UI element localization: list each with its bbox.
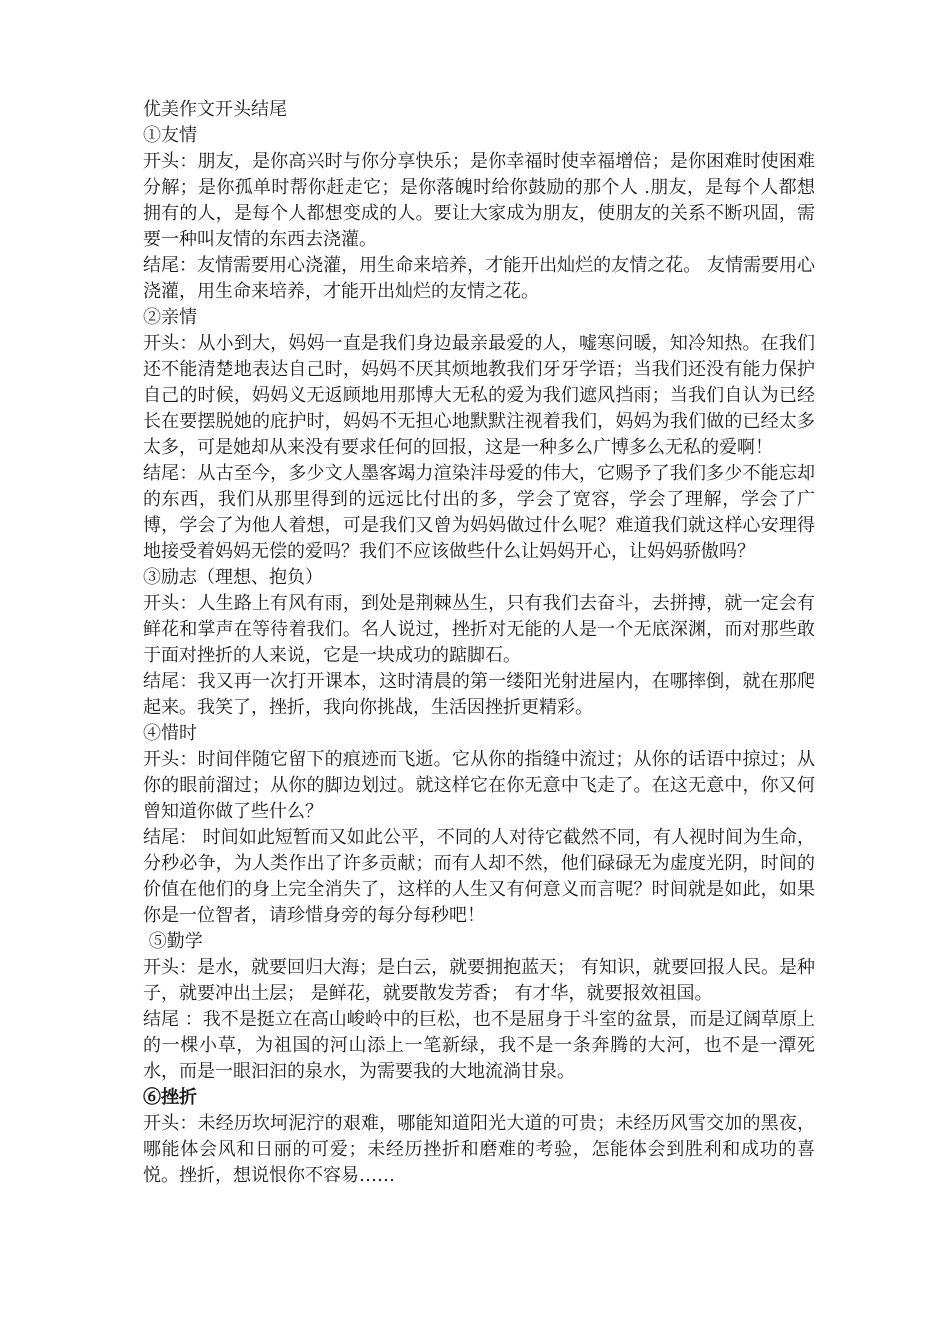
section-ending: 结尾：友情需要用心浇灌，用生命来培养，才能开出灿烂的友情之花。 友情需要用心浇灌，用生命来培养，才能开出灿烂的友情之花。 (143, 255, 815, 302)
section-opening: 开头：是水，就要回归大海；是白云，就要拥抱蓝天； 有知识，就要回报人民。是种子，就要冲出土层； 是鲜花，就要散发芳香； 有才华，就要报效祖国。 (143, 957, 815, 1004)
section-diligence (143, 929, 815, 1085)
section-opening: 开头：人生路上有风有雨，到处是荆棘丛生，只有我们去奋斗，去拼搏，就一定会有鲜花和掌声在等待着我们。名人说过，挫折对无能的人是一个无底深渊，而对那些敢于面对挫折的人来说，它是一块成功的踮脚石。 (143, 593, 815, 666)
section-heading: ①友情 (143, 125, 197, 146)
section-opening: 开头：朋友，是你高兴时与你分享快乐；是你幸福时使幸福增倍；是你困难时使困难分解；是你孤单时帮你赶走它；是你落魄时给你鼓励的那个人 .朋友，是每个人都想拥有的人，是每个人都想变成的人。要让大家成为朋友，使朋友的关系不断巩固，需要一种叫友情的东西去浇灌。 (143, 151, 815, 250)
section-opening: 开头：从小到大，妈妈一直是我们身边最亲最爱的人，嘘寒问暖，知冷知热。在我们还不能清楚地表达自己时，妈妈不厌其烦地教我们牙牙学语；当我们还没有能力保护自己的时候，妈妈义无返顾地用那博大无私的爱为我们遮风挡雨；当我们自认为已经长在要摆脱她的庇护时，妈妈不无担心地默默注视着我们，妈妈为我们做的已经太多太多，可是她却从来没有要求任何的回报，这是一种多么广博多么无私的爱啊！ (143, 333, 815, 458)
section-heading: ②亲情 (143, 307, 197, 328)
section-ending: 结尾 ：我不是挺立在高山峻岭中的巨松，也不是屈身于斗室的盆景，而是辽阔草原上的一棵小草，为祖国的河山添上一笔新绿，我不是一条奔腾的大河，也不是一潭死水，而是一眼汩汩的泉水，为需要我的大地流淌甘泉。 (143, 1009, 815, 1082)
section-friendship (143, 123, 815, 305)
document-page (143, 97, 815, 1189)
section-heading: ⑥挫折 (143, 1087, 197, 1108)
section-opening: 开头：时间伴随它留下的痕迹而飞逝。它从你的指缝中流过；从你的话语中掠过；从你的眼前溜过；从你的脚边划过。就这样它在你无意中飞走了。在这无意中，你又何曾知道你做了些什么？ (143, 749, 815, 822)
section-ending: 结尾： 时间如此短暂而又如此公平，不同的人对待它截然不同，有人视时间为生命，分秒必争，为人类作出了许多贡献；而有人却不然，他们碌碌无为虚度光阴，时间的价值在他们的身上完全消失了，这样的人生又有何意义而言呢？时间就是如此，如果你是一位智者，请珍惜身旁的每分每秒吧！ (143, 827, 815, 926)
section-ending: 结尾：从古至今，多少文人墨客竭力渲染沣母爱的伟大，它赐予了我们多少不能忘却的东西，我们从那里得到的远远比付出的多，学会了宽容，学会了理解，学会了广博，学会了为他人着想，可是我们又曾为妈妈做过什么呢？难道我们就这样心安理得地接受着妈妈无偿的爱吗？我们不应该做些什么让妈妈开心，让妈妈骄傲吗？ (143, 463, 815, 562)
section-opening: 开头：未经历坎坷泥泞的艰难，哪能知道阳光大道的可贵；未经历风雪交加的黑夜，哪能体会风和日丽的可爱；未经历挫折和磨难的考验，怎能体会到胜利和成功的喜悦。挫折，想说恨你不容易…… (143, 1113, 815, 1186)
section-heading: ⑤勤学 (143, 931, 203, 952)
document-title: 优美作文开头结尾 (143, 99, 287, 120)
section-heading: ③励志（理想、抱负） (143, 567, 323, 588)
section-heading: ④惜时 (143, 723, 197, 744)
section-ending: 结尾：我又再一次打开课本，这时清晨的第一缕阳光射进屋内，在哪摔倒，就在那爬起来。我笑了，挫折，我向你挑战，生活因挫折更精彩。 (143, 671, 815, 718)
section-inspiration (143, 565, 815, 721)
section-cherish-time (143, 721, 815, 929)
section-family (143, 305, 815, 565)
section-setback (143, 1085, 815, 1189)
